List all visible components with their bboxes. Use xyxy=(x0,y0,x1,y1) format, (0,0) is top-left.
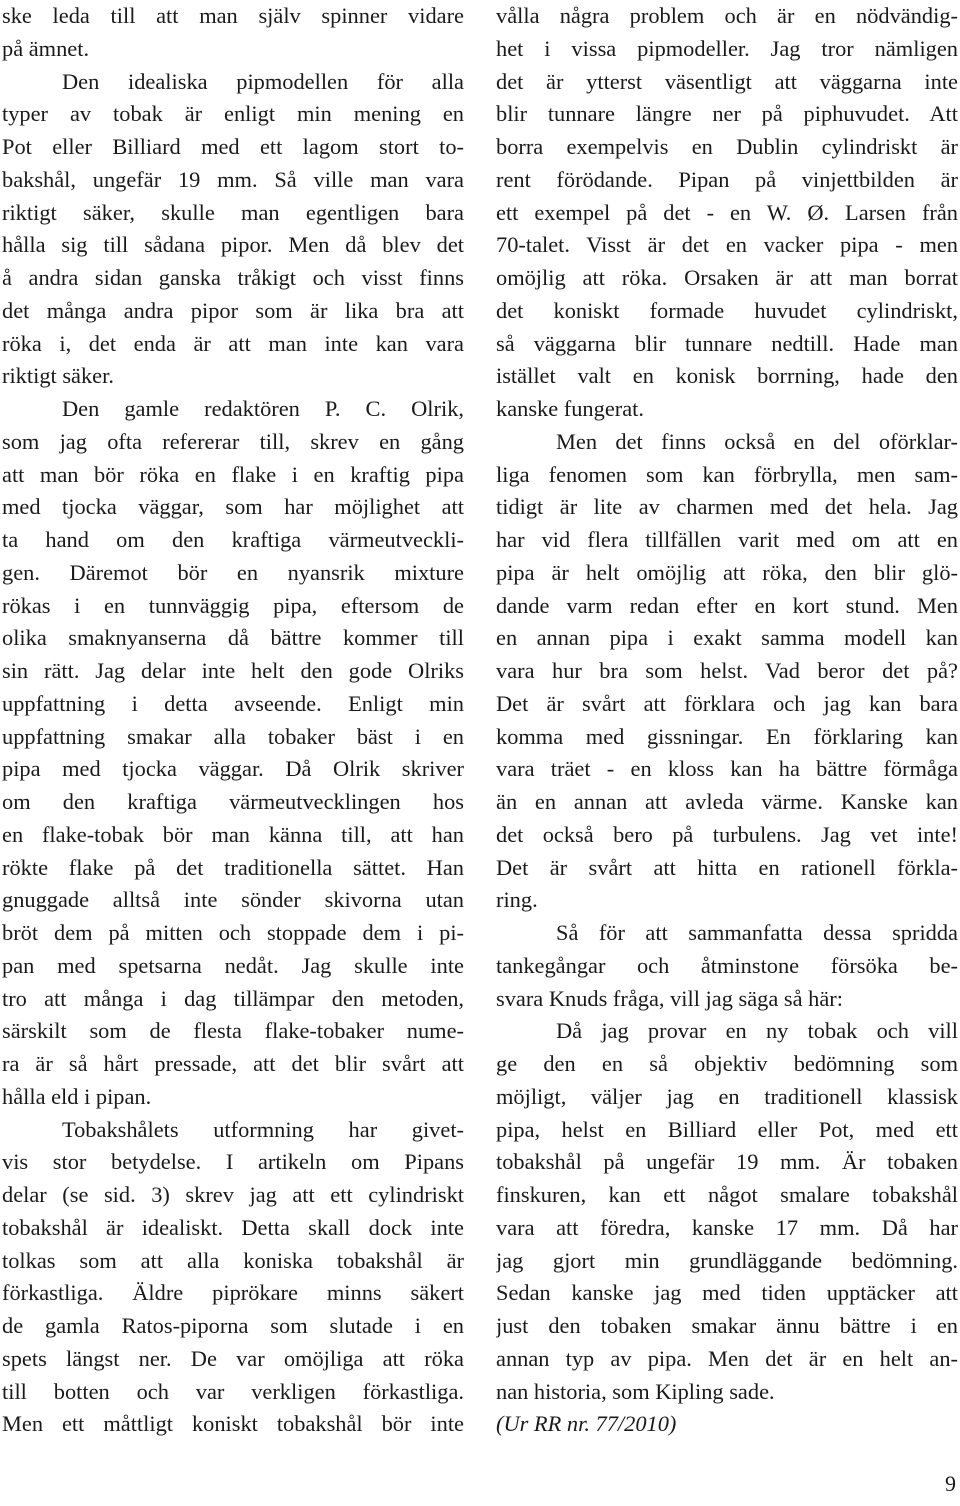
citation: (Ur RR nr. 77/2010) xyxy=(496,1411,677,1437)
text-line: uppfattning smakar alla tobaker bäst i en xyxy=(2,723,464,749)
text-line: finskuren, kan ett något smalare tobakshål xyxy=(496,1182,958,1207)
text-line: pan med spetsarna nedåt. Jag skulle inte xyxy=(2,952,464,978)
text-line: att man bör röka en flake i en kraftig pipa xyxy=(2,461,464,487)
text-line: det koniskt formade huvudet cylindriskt, xyxy=(496,297,958,323)
text-line: gen. Däremot bör en nyansrik mixture xyxy=(2,559,464,585)
text-line: Det är svårt att förklara och jag kan bara xyxy=(496,690,958,716)
text-line: ra är så hårt pressade, att det blir svårt att xyxy=(2,1051,464,1076)
text-line: Sedan kanske jag med tiden upptäcker att xyxy=(496,1280,958,1306)
text-line: rökte flake på det traditionella sättet. Han xyxy=(2,854,464,880)
text-line: har vid flera tillfällen varit med om att en xyxy=(496,527,958,552)
text-line: hålla sig till sådana pipor. Men då blev det xyxy=(2,232,464,258)
text-line: Tobakshålets utformning har givet- xyxy=(62,1116,464,1142)
text-line: bröt dem på mitten och stoppade dem i pi- xyxy=(2,920,464,945)
text-line: vålla några problem och är en nödvändig- xyxy=(496,3,958,28)
text-line: borra exempelvis en Dublin cylindriskt är xyxy=(496,134,958,159)
text-line: ge den en så objektiv bedömning som xyxy=(496,1051,958,1076)
text-line: tankegångar och åtminstone försöka be- xyxy=(496,952,958,978)
text-line: å andra sidan ganska tråkigt och visst finns xyxy=(2,265,464,290)
text-line: till botten och var verkligen förkastliga. xyxy=(2,1378,464,1404)
text-line: pipa med tjocka väggar. Då Olrik skriver xyxy=(2,756,464,782)
text-line: dande varm redan efter en kort stund. Men xyxy=(496,592,958,618)
text-line: ske leda till att man själv spinner vidare xyxy=(2,3,464,28)
text-line: rökas i en tunnväggig pipa, eftersom de xyxy=(2,592,464,618)
text-line: möjligt, väljer jag en traditionell klassisk xyxy=(496,1083,958,1109)
left-text-column xyxy=(2,0,464,1441)
text-line: som jag ofta refererar till, skrev en gång xyxy=(2,428,464,454)
text-line: omöjlig att röka. Orsaken är att man borrat xyxy=(496,265,958,290)
text-line: förkastliga. Äldre piprökare minns säkert xyxy=(2,1280,464,1306)
text-line: Då jag provar en ny tobak och vill xyxy=(556,1018,958,1044)
text-line: vara att föredra, kanske 17 mm. Då har xyxy=(496,1214,958,1240)
text-line: det också bero på turbulens. Jag vet inte! xyxy=(496,821,958,847)
text-line: liga fenomen som kan förbrylla, men sam- xyxy=(496,461,958,487)
text-line: riktigt säker, skulle man egentligen bara xyxy=(2,199,464,225)
text-line: uppfattning i detta avseende. Enligt min xyxy=(2,690,464,716)
text-line: just den tobaken smakar ännu bättre i en xyxy=(496,1313,958,1338)
text-line: det många andra pipor som är lika bra att xyxy=(2,297,464,323)
text-line: med tjocka väggar, som har möjlighet att xyxy=(2,494,464,520)
text-line: rent förödande. Pipan på vinjettbilden är xyxy=(496,166,958,192)
text-line: spets längst ner. De var omöjliga att röka xyxy=(2,1345,464,1371)
text-line: ett exempel på det - en W. Ø. Larsen från xyxy=(496,199,958,225)
text-line: ring. xyxy=(496,887,538,913)
text-line: Det är svårt att hitta en rationell förkla- xyxy=(496,854,958,880)
text-line: blir tunnare längre ner på piphuvudet. Att xyxy=(496,101,958,127)
text-line: så väggarna blir tunnare nedtill. Hade man xyxy=(496,330,958,356)
text-line: tolkas som att alla koniska tobakshål är xyxy=(2,1247,464,1273)
text-line: ta hand om den kraftiga värmeutveckli- xyxy=(2,527,464,552)
text-line: tobakshål på ungefär 19 mm. Är tobaken xyxy=(496,1149,958,1175)
text-line: bakshål, ungefär 19 mm. Så ville man vara xyxy=(2,166,464,192)
page-number: 9 xyxy=(945,1471,956,1496)
text-line: 70-talet. Visst är det en vacker pipa - men xyxy=(496,232,958,258)
text-line: vis stor betydelse. I artikeln om Pipans xyxy=(2,1149,464,1175)
text-line: Men ett måttligt koniskt tobakshål bör inte xyxy=(2,1411,464,1437)
text-line: Den gamle redaktören P. C. Olrik, xyxy=(62,396,464,421)
text-line: hålla eld i pipan. xyxy=(2,1083,152,1109)
text-line: jag gjort min grundläggande bedömning. xyxy=(496,1247,958,1273)
text-line: delar (se sid. 3) skrev jag att ett cylindriskt xyxy=(2,1182,464,1207)
text-line: svara Knuds fråga, vill jag säga så här: xyxy=(496,985,843,1011)
text-line: tidigt är lite av charmen med det hela. Jag xyxy=(496,494,958,520)
text-line: på ämnet. xyxy=(2,35,90,61)
text-line: pipa är helt omöjlig att röka, den blir glö- xyxy=(496,559,958,585)
text-line: istället valt en konisk borrning, hade den xyxy=(496,363,958,389)
text-line: annan typ av pipa. Men det är en helt an- xyxy=(496,1345,958,1371)
text-line: tobakshål är idealiskt. Detta skall dock inte xyxy=(2,1214,464,1240)
text-line: särskilt som de flesta flake-tobaker nume- xyxy=(2,1018,464,1044)
text-line: tro att många i dag tillämpar den metoden, xyxy=(2,985,464,1011)
text-line: pipa, helst en Billiard eller Pot, med ett xyxy=(496,1116,958,1142)
text-line: olika smaknyanserna då bättre kommer till xyxy=(2,625,464,651)
text-line: vara hur bra som helst. Vad beror det på? xyxy=(496,658,958,683)
text-line: vara träet - en kloss kan ha bättre förmåga xyxy=(496,756,958,782)
text-line: Pot eller Billiard med ett lagom stort to- xyxy=(2,134,464,159)
text-line: en flake-tobak bör man känna till, att han xyxy=(2,821,464,847)
text-line: nan historia, som Kipling sade. xyxy=(496,1378,775,1404)
text-line: gnuggade alltså inte sönder skivorna utan xyxy=(2,887,464,913)
text-line: sin rätt. Jag delar inte helt den gode Olriks xyxy=(2,658,464,683)
text-line: kanske fungerat. xyxy=(496,396,644,421)
text-line: än en annan att avleda värme. Kanske kan xyxy=(496,789,958,814)
text-line: om den kraftiga värmeutvecklingen hos xyxy=(2,789,464,814)
text-line: Men det finns också en del oförklar- xyxy=(556,428,958,454)
text-line: het i vissa pipmodeller. Jag tror nämligen xyxy=(496,35,958,61)
text-line: Så för att sammanfatta dessa spridda xyxy=(556,920,958,945)
text-line: Den idealiska pipmodellen för alla xyxy=(62,68,464,94)
text-line: en annan pipa i exakt samma modell kan xyxy=(496,625,958,651)
right-text-column xyxy=(496,0,958,1441)
text-line: komma med gissningar. En förklaring kan xyxy=(496,723,958,749)
text-line: typer av tobak är enligt min mening en xyxy=(2,101,464,127)
text-line: riktigt säker. xyxy=(2,363,114,389)
text-line: det är ytterst väsentligt att väggarna inte xyxy=(496,68,958,94)
text-line: röka i, det enda är att man inte kan vara xyxy=(2,330,464,356)
text-line: de gamla Ratos-piporna som slutade i en xyxy=(2,1313,464,1338)
